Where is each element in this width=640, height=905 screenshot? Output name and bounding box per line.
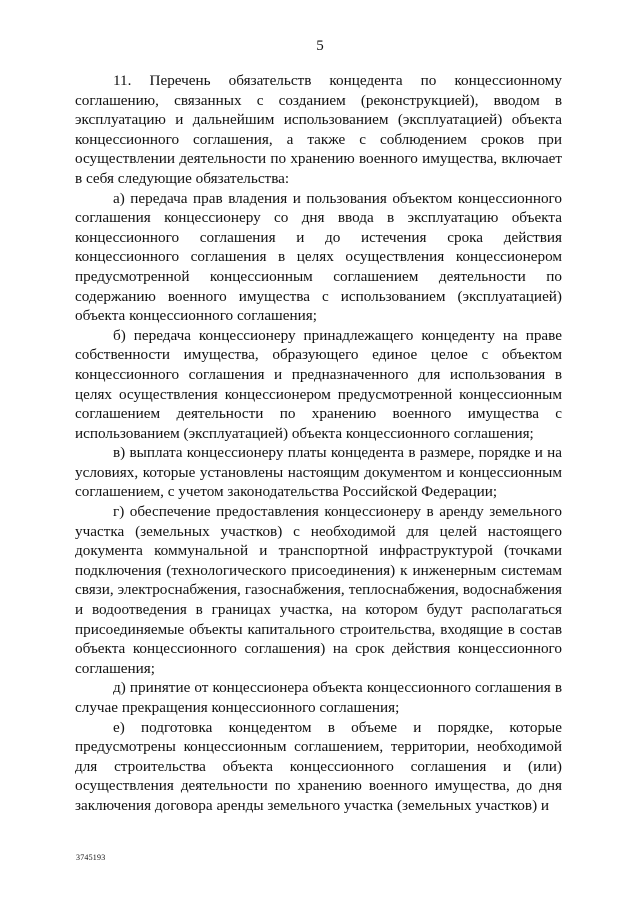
document-code: 3745193 (76, 853, 106, 862)
paragraph-11-intro: 11. Перечень обязательств концедента по концессионному соглашению, связанных с созданием (реконструкцией), вводом в эксплуатацию и дальнейшим использованием (эксплуатацией) объекта концессионного соглашения, а также с соблюдением сроков при осуществлении деятельности по хранению военного имущества, включает в себя следующие обязательства: (75, 72, 562, 187)
list-item-e: е) подготовка концедентом в объеме и порядке, которые предусмотрены концессионным соглашением, территории, необходимой для строительства объекта концессионного соглашения и (или) осуществления деятельности по хранению военного имущества, до дня заключения договора аренды земельного участка (земельных участков) и (75, 718, 562, 814)
list-item-v: в) выплата концессионеру платы концедента в размере, порядке и на условиях, которые установлены настоящим документом и концессионным соглашением, с учетом законодательства Российской Федерации; (75, 444, 562, 501)
list-item-b: б) передача концессионеру принадлежащего концеденту на праве собственности имущества, образующего единое целое с объектом концессионного соглашения и предназначенного для использования в целях осуществления концессионером предусмотренной концессионным соглашением деятельности по хранению военного имущества с использованием (эксплуатацией) объекта концессионного соглашения; (75, 326, 562, 442)
document-body (75, 71, 562, 816)
list-item-d: д) принятие от концессионера объекта концессионного соглашения в случае прекращения концессионного соглашения; (75, 679, 562, 716)
list-item-a: а) передача прав владения и пользования объектом концессионного соглашения концессионеру со дня ввода в эксплуатацию объекта концессионного соглашения и до истечения срока действия концессионного соглашения в целях осуществления концессионером предусмотренной концессионным соглашением деятельности по содержанию военного имущества с использованием (эксплуатацией) объекта концессионного соглашения; (75, 189, 562, 325)
list-item-g: г) обеспечение предоставления концессионеру в аренду земельного участка (земельных участков) с необходимой для целей настоящего документа коммунальной и транспортной инфраструктурой (точками подключения (технологического присоединения) к инженерным системам связи, электроснабжения, газоснабжения, теплоснабжения, водоснабжения и водоотведения в границах участка, на котором будут располагаться присоединяемые объекты капитального строительства, входящие в состав объекта концессионного соглашения) на срок действия концессионного соглашения; (75, 503, 562, 677)
page-number: 5 (316, 38, 324, 54)
